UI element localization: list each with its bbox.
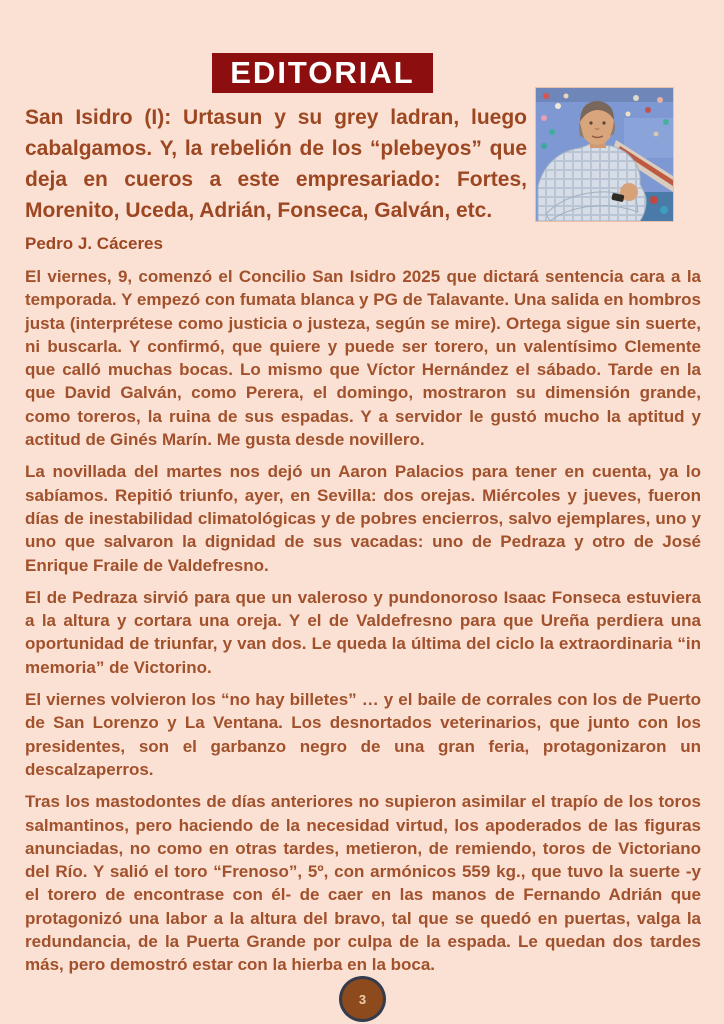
paragraph-1: El viernes, 9, comenzó el Concilio San Isidro 2025 que dictará sentencia cara a la temporada. Y empezó con fumata blanca y PG de Talavante. Una salida en hombros justa (interprétese como justicia o justeza, según se mire). Ortega sigue sin suerte, ni buscarla. Y confirmó, que quiere y puede ser torero, un valentísimo Clemente que calló muchas bocas. Lo mismo que Víctor Hernández el sábado. Tarde en la que David Galván, como Perera, el domingo, mostraron su dimensión grande, como toreros, la ruina de sus espadas. Y a servidor le gustó mucho la aptitud y actitud de Ginés Marín. Me gusta desde novillero. — [25, 267, 701, 450]
editorial-banner-label: EDITORIAL — [230, 55, 415, 90]
editorial-banner — [212, 53, 433, 93]
paragraph-2: La novillada del martes nos dejó un Aaron Palacios para tener en cuenta, ya lo sabíamos. Repitió triunfo, ayer, en Sevilla: dos orejas. Miércoles y jueves, fueron días de inestabilidad climatológicas y de pobres encierros, salvo ejemplares, uno y uno que salvaron la dignidad de sus vacadas: uno de Pedraza y otro de José Enrique Fraile de Valdefresno. — [25, 462, 701, 575]
author-photo — [536, 88, 673, 221]
author-byline: Pedro J. Cáceres — [25, 234, 163, 253]
paragraph-5: Tras los mastodontes de días anteriores no supieron asimilar el trapío de los toros salmantinos, pero haciendo de la necesidad virtud, los apoderados de las figuras anunciadas, no como en otras tardes, metieron, de remiendo, toros de Victoriano del Río. Y salió el toro “Frenoso”, 5º, con armónicos 559 kg., que tuvo la suerte -y el torero de encontrase con él- de caer en las manos de Fernando Adrián que protagonizó una labor a la altura del bravo, tal que se quedó en puertas, valga la redundancia, de la Puerta Grande por culpa de la espada. Le quedan dos tardes más, pero demostró estar con la hierba en la boca. — [25, 792, 701, 975]
paragraph-4: El viernes volvieron los “no hay billetes” … y el baile de corrales con los de Puerto de San Lorenzo y La Ventana. Los desnortados veterinarios, que junto con los presidentes, son el garbanzo negro de una gran feria, protagonizaron un descalzaperros. — [25, 690, 701, 779]
article-body — [25, 265, 701, 986]
page-number-badge — [339, 976, 386, 1022]
author-photo-graphic — [536, 88, 673, 221]
page-number: 3 — [358, 991, 367, 1007]
headline: San Isidro (I): Urtasun y su grey ladran, luego cabalgamos. Y, la rebelión de los “plebeyos” que deja en cueros a este empresariado: Fortes, Morenito, Uceda, Adrián, Fonseca, Galván, etc. — [25, 106, 527, 222]
paragraph-3: El de Pedraza sirvió para que un valeroso y pundonoroso Isaac Fonseca estuviera a la altura y cortara una oreja. Y el de Valdefresno para que Ureña perdiera una oportunidad de triunfar, y van dos. Le queda la última del ciclo la extraordinaria “in memoria” de Victorino. — [25, 587, 701, 677]
